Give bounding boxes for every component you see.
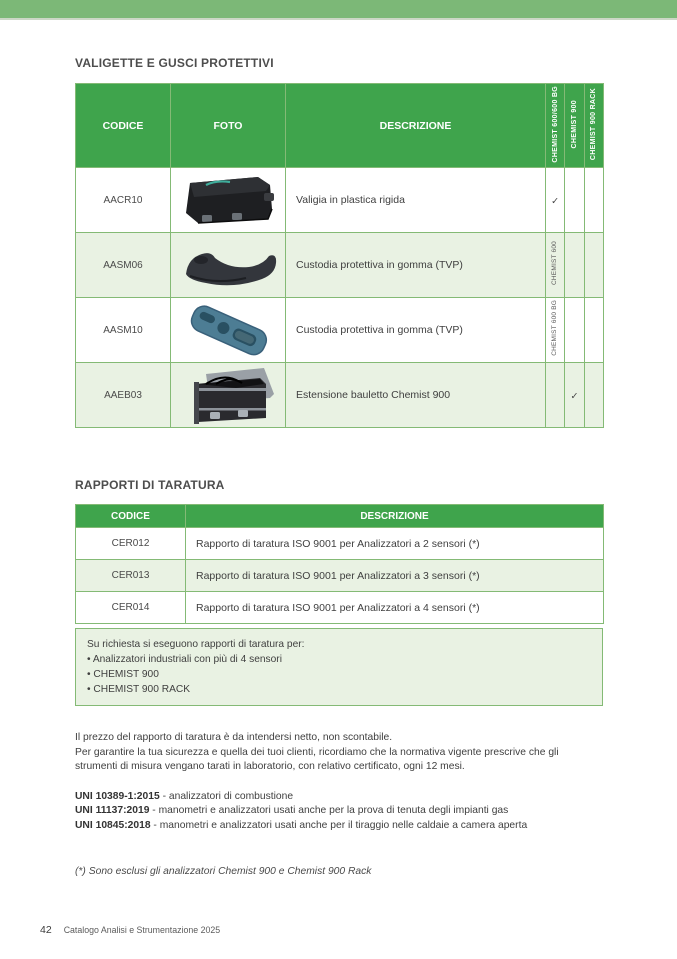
mark-chemist-900 — [565, 168, 584, 233]
uni-text: - manometri e analizzatori usati anche per la prova di tenuta degli impianti gas — [149, 805, 509, 816]
photo-cell — [171, 363, 286, 428]
mark-chemist-900-rack — [584, 298, 603, 363]
mark-chemist-900-rack — [584, 363, 603, 428]
uni-standard-line — [75, 804, 603, 819]
photo-cell — [171, 168, 286, 233]
uni-code: UNI 10845:2018 — [75, 819, 151, 831]
col-header-chemist-600-600bg: CHEMIST 600/600 BG — [546, 84, 565, 168]
table-row-cer012 — [76, 528, 604, 560]
col-header-foto: FOTO — [171, 84, 286, 168]
price-note-paragraph: Il prezzo del rapporto di taratura è da intendersi netto, non scontabile. — [75, 732, 393, 743]
note-line: • CHEMIST 900 RACK — [87, 684, 191, 695]
trunk-case-photo — [176, 364, 280, 426]
code-cell: AAEB03 — [76, 363, 171, 428]
table-header-row — [76, 505, 604, 528]
description-cell: Custodia protettiva in gomma (TVP) — [286, 233, 546, 298]
code-cell: CER014 — [76, 592, 186, 624]
taratura-note-box — [75, 628, 603, 706]
col-header-descrizione: DESCRIZIONE — [186, 505, 604, 528]
code-cell: AASM06 — [76, 233, 171, 298]
uni-standard-line — [75, 790, 603, 805]
uni-code: UNI 11137:2019 — [75, 805, 150, 816]
section-title-rapporti: RAPPORTI DI TARATURA — [75, 478, 225, 492]
col-header-codice: CODICE — [76, 505, 186, 528]
table-row-cer013 — [76, 560, 604, 592]
valigette-table — [75, 83, 604, 428]
page-number: 42 — [40, 924, 52, 936]
catalog-label: Catalogo Analisi e Strumentazione 2025 — [63, 925, 221, 935]
description-cell: Rapporto di taratura ISO 9001 per Analizzatori a 4 sensori (*) — [186, 592, 604, 624]
description-cell: Valigia in plastica rigida — [286, 168, 546, 233]
photo-cell — [171, 298, 286, 363]
col-header-chemist-900: CHEMIST 900 — [565, 84, 584, 168]
col-header-descrizione: DESCRIZIONE — [286, 84, 546, 168]
description-cell: Rapporto di taratura ISO 9001 per Analizzatori a 3 sensori (*) — [186, 560, 604, 592]
table-row-aasm06 — [76, 233, 604, 298]
top-green-bar — [0, 0, 677, 20]
code-cell: AASM10 — [76, 298, 171, 363]
code-cell: CER012 — [76, 528, 186, 560]
mark-chemist-900-rack — [584, 233, 603, 298]
table-row-aaeb03 — [76, 363, 604, 428]
description-cell: Estensione bauletto Chemist 900 — [286, 363, 546, 428]
uni-standards-list — [75, 790, 603, 834]
description-cell: Rapporto di taratura ISO 9001 per Analizzatori a 2 sensori (*) — [186, 528, 604, 560]
uni-code: UNI 10389-1:2015 — [75, 790, 160, 802]
table-row-aasm10 — [76, 298, 604, 363]
description-cell: Custodia protettiva in gomma (TVP) — [286, 298, 546, 363]
col-header-chemist-900-rack: CHEMIST 900 RACK — [584, 84, 603, 168]
uni-text: - analizzatori di combustione — [159, 790, 294, 802]
section-title-valigette: VALIGETTE E GUSCI PROTETTIVI — [75, 56, 274, 70]
page-content — [75, 56, 603, 877]
mark-chemist-600-600bg: ✓ — [546, 168, 565, 233]
dark-rubber-case-photo — [176, 240, 280, 290]
mark-chemist-900 — [565, 233, 584, 298]
blue-rubber-case-photo — [176, 300, 280, 360]
note-line: • Analizzatori industriali con più di 4 sensori — [87, 654, 282, 665]
mark-chemist-900: ✓ — [565, 363, 584, 428]
table-row-aacr10 — [76, 168, 604, 233]
table-header-row — [76, 84, 604, 168]
body-paragraphs — [75, 731, 603, 775]
mark-chemist-600-600bg: CHEMIST 600 BG — [546, 298, 565, 363]
note-line: • CHEMIST 900 — [87, 669, 159, 680]
note-line: Su richiesta si eseguono rapporti di taratura per: — [87, 639, 305, 650]
code-cell: AACR10 — [76, 168, 171, 233]
table-row-cer014 — [76, 592, 604, 624]
mark-chemist-600-600bg — [546, 363, 565, 428]
photo-cell — [171, 233, 286, 298]
mark-chemist-900-rack — [584, 168, 603, 233]
rigid-plastic-case-photo — [176, 171, 280, 229]
safety-paragraph: Per garantire la tua sicurezza e quella dei tuoi clienti, ricordiamo che la normativa vigente prescrive che gli strumenti di misura vengano tarati in laboratorio, con relativo certificato, ogni 12 mesi. — [75, 746, 559, 772]
uni-text: - manometri e analizzatori usati anche per il tiraggio nelle caldaie a camera aperta — [150, 819, 528, 831]
uni-standard-line — [75, 819, 603, 834]
code-cell: CER013 — [76, 560, 186, 592]
mark-chemist-900 — [565, 298, 584, 363]
asterisk-footnote: (*) Sono esclusi gli analizzatori Chemist 900 e Chemist 900 Rack — [75, 866, 372, 877]
rapporti-table — [75, 504, 604, 624]
page-footer — [40, 924, 220, 936]
col-header-codice: CODICE — [76, 84, 171, 168]
mark-chemist-600-600bg: CHEMIST 600 — [546, 233, 565, 298]
